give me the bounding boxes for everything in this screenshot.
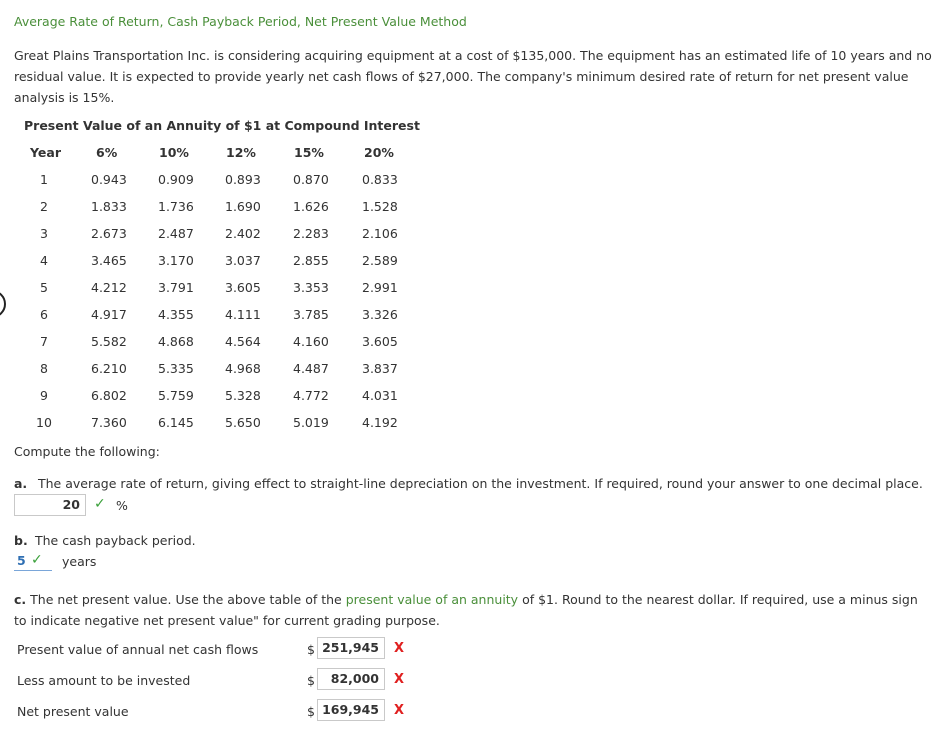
table-cell: 3.465 xyxy=(91,253,127,268)
table-cell: 3.353 xyxy=(293,280,329,295)
table-cell-year: 9 xyxy=(40,388,48,403)
table-cell: 3.791 xyxy=(158,280,194,295)
cross-icon: X xyxy=(394,641,405,656)
table-header-15pct: 15% xyxy=(294,145,324,160)
part-b-question: The cash payback period. xyxy=(35,533,196,548)
compute-label: Compute the following: xyxy=(14,444,160,459)
currency-symbol: $ xyxy=(307,642,315,657)
table-title: Present Value of an Annuity of $1 at Compound Interest xyxy=(24,118,420,133)
table-cell: 6.145 xyxy=(158,415,194,430)
table-cell-year: 1 xyxy=(40,172,48,187)
check-icon: ✓ xyxy=(94,496,106,512)
part-a-question: The average rate of return, giving effect to straight-line depreciation on the investment. If required, round your answer to one decimal place. xyxy=(38,476,923,491)
table-cell: 2.402 xyxy=(225,226,261,241)
part-a-answer-input[interactable]: 20 xyxy=(14,494,86,516)
table-cell: 1.690 xyxy=(225,199,261,214)
table-cell: 3.326 xyxy=(362,307,398,322)
table-cell: 2.673 xyxy=(91,226,127,241)
table-cell: 6.802 xyxy=(91,388,127,403)
cross-icon: X xyxy=(394,672,405,687)
table-cell: 0.909 xyxy=(158,172,194,187)
table-cell: 4.355 xyxy=(158,307,194,322)
table-cell: 4.968 xyxy=(225,361,261,376)
table-cell: 3.837 xyxy=(362,361,398,376)
table-header-20pct: 20% xyxy=(364,145,394,160)
table-cell-year: 7 xyxy=(40,334,48,349)
pv-cash-flows-input[interactable]: 251,945 xyxy=(317,637,385,659)
table-cell: 3.037 xyxy=(225,253,261,268)
table-cell-year: 4 xyxy=(40,253,48,268)
table-cell: 5.328 xyxy=(225,388,261,403)
amount-invested-input[interactable]: 82,000 xyxy=(317,668,385,690)
part-b-letter: b. xyxy=(14,533,28,548)
table-cell-year: 2 xyxy=(40,199,48,214)
table-cell: 2.589 xyxy=(362,253,398,268)
table-cell-year: 8 xyxy=(40,361,48,376)
amount-invested-label: Less amount to be invested xyxy=(17,673,191,688)
table-cell: 3.785 xyxy=(293,307,329,322)
table-cell-year: 5 xyxy=(40,280,48,295)
table-cell-year: 6 xyxy=(40,307,48,322)
table-cell: 3.605 xyxy=(225,280,261,295)
part-b-answer-value: 5 xyxy=(17,553,26,568)
table-cell: 2.991 xyxy=(362,280,398,295)
table-header-10pct: 10% xyxy=(159,145,189,160)
table-cell: 4.212 xyxy=(91,280,127,295)
table-header-6pct: 6% xyxy=(96,145,118,160)
table-cell: 4.868 xyxy=(158,334,194,349)
table-cell: 2.283 xyxy=(293,226,329,241)
pv-cash-flows-label: Present value of annual net cash flows xyxy=(17,642,259,657)
table-cell: 5.582 xyxy=(91,334,127,349)
table-cell-year: 10 xyxy=(36,415,52,430)
page-title: Average Rate of Return, Cash Payback Period, Net Present Value Method xyxy=(14,14,467,29)
table-cell: 1.528 xyxy=(362,199,398,214)
currency-symbol: $ xyxy=(307,673,315,688)
table-cell: 7.360 xyxy=(91,415,127,430)
table-cell-year: 3 xyxy=(40,226,48,241)
table-cell: 3.605 xyxy=(362,334,398,349)
annuity-table-link[interactable]: present value of an annuity xyxy=(345,592,519,607)
problem-statement: Great Plains Transportation Inc. is considering acquiring equipment at a cost of $135,000. The equipment has an estimated life of 10 years and no residual value. It is expected to provide yearly net cash flows of $27,000. The company's minimum desired rate of return for net present value analysis is 15%. xyxy=(14,48,932,105)
table-cell: 0.870 xyxy=(293,172,329,187)
table-cell: 4.160 xyxy=(293,334,329,349)
part-c-text-after: of $1. Round to the nearest dollar. If required, use a minus sign to indicate negative net present value" for current grading purpose. xyxy=(14,592,918,628)
table-cell: 2.487 xyxy=(158,226,194,241)
table-cell: 4.031 xyxy=(362,388,398,403)
table-cell: 4.564 xyxy=(225,334,261,349)
table-cell: 1.736 xyxy=(158,199,194,214)
circle-marker-icon xyxy=(0,290,6,318)
part-c-text-before: The net present value. Use the above table of the xyxy=(30,592,346,607)
table-cell: 0.893 xyxy=(225,172,261,187)
table-cell: 5.650 xyxy=(225,415,261,430)
npv-input[interactable]: 169,945 xyxy=(317,699,385,721)
table-cell: 5.759 xyxy=(158,388,194,403)
table-cell: 4.111 xyxy=(225,307,261,322)
table-cell: 6.210 xyxy=(91,361,127,376)
table-cell: 0.833 xyxy=(362,172,398,187)
table-cell: 2.855 xyxy=(293,253,329,268)
check-icon: ✓ xyxy=(31,552,43,568)
part-c-letter: c. xyxy=(14,592,27,607)
npv-label: Net present value xyxy=(17,704,129,719)
part-b-unit: years xyxy=(62,554,97,569)
table-cell: 5.019 xyxy=(293,415,329,430)
table-header-year: Year xyxy=(30,145,61,160)
table-cell: 0.943 xyxy=(91,172,127,187)
part-b-answer-input[interactable] xyxy=(14,552,52,571)
part-a-unit: % xyxy=(116,498,128,513)
table-cell: 1.833 xyxy=(91,199,127,214)
table-cell: 4.192 xyxy=(362,415,398,430)
cross-icon: X xyxy=(394,703,405,718)
table-cell: 2.106 xyxy=(362,226,398,241)
table-cell: 4.487 xyxy=(293,361,329,376)
table-cell: 4.772 xyxy=(293,388,329,403)
table-cell: 3.170 xyxy=(158,253,194,268)
currency-symbol: $ xyxy=(307,704,315,719)
table-cell: 1.626 xyxy=(293,199,329,214)
table-cell: 5.335 xyxy=(158,361,194,376)
table-header-12pct: 12% xyxy=(226,145,256,160)
part-a-letter: a. xyxy=(14,476,28,491)
table-cell: 4.917 xyxy=(91,307,127,322)
part-c-question xyxy=(14,589,934,631)
